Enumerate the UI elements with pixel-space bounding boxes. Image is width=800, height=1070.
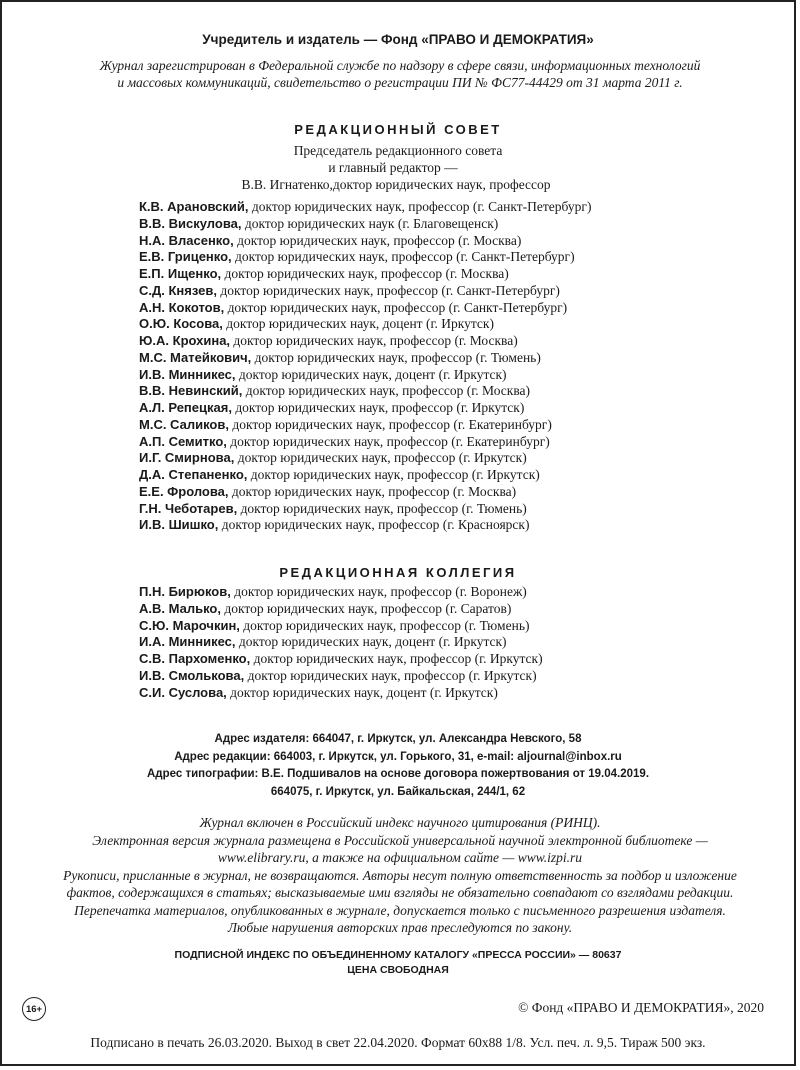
member-name: Е.П. Ищенко, (139, 266, 222, 281)
council-member (139, 216, 591, 233)
note-line: www.elibrary.ru, а также на официальном сайте — www.izpi.ru (217, 850, 583, 865)
member-description: доктор юридических наук, профессор (г. Санкт-Петербург) (220, 282, 560, 298)
member-description: доктор юридических наук, профессор (г. Иркутск) (250, 467, 540, 482)
member-description: доктор юридических наук, профессор (г. Красноярск) (221, 517, 530, 533)
council-member (139, 417, 591, 434)
member-description: доктор юридических наук, профессор (г. Москва) (237, 232, 522, 248)
board-member (139, 618, 543, 635)
member-name: И.В. Шишко, (139, 517, 219, 533)
council-member (139, 467, 591, 484)
editorial-council-title: РЕДАКЦИОННЫЙ СОВЕТ (294, 122, 502, 137)
board-members-list (139, 584, 543, 701)
council-member (139, 300, 591, 317)
member-name: С.Д. Князев, (139, 282, 217, 298)
founder-line: Учредитель и издатель — Фонд «ПРАВО И ДЕМОКРАТИЯ» (202, 32, 594, 47)
chairman-line: Председатель редакционного совета (293, 143, 503, 158)
board-member (139, 668, 543, 685)
editorial-address: Адрес редакции: 664003, г. Иркутск, ул. Горького, 31, e-mail: aljournal@inbox.ru (174, 750, 622, 763)
member-description: доктор юридических наук, профессор (г. Воронеж) (234, 584, 527, 599)
council-member (139, 450, 591, 467)
member-description: доктор юридических наук, доцент (г. Иркутск) (238, 634, 507, 650)
member-description: доктор юридических наук, профессор (г. Екатеринбург) (232, 416, 552, 432)
member-name: М.С. Матейкович, (139, 349, 252, 365)
council-member (139, 333, 591, 350)
member-name: О.Ю. Косова, (139, 316, 223, 332)
member-name: Ю.А. Крохина, (139, 333, 231, 348)
note-line: Перепечатка материалов, опубликованных в журнале, допускается только с письменного разрешения издателя. (74, 902, 726, 918)
age-rating-icon: 16+ (22, 997, 46, 1021)
legal-notes (22, 814, 778, 937)
member-description: доктор юридических наук, профессор (г. Тюмень) (240, 500, 527, 516)
subscription-index: ПОДПИСНОЙ ИНДЕКС ПО ОБЪЕДИНЕННОМУ КАТАЛОГУ «ПРЕССА РОССИИ» — 80637 (174, 949, 622, 961)
registration-line: Журнал зарегистрирован в Федеральной службе по надзору в сфере связи, информационных технологий (99, 58, 701, 73)
council-member (139, 501, 591, 518)
note-line: Журнал включен в Российский индекс научного цитирования (РИНЦ). (199, 815, 601, 830)
council-member (139, 383, 591, 400)
member-name: Е.В. Гриценко, (139, 249, 232, 265)
member-description: доктор юридических наук, профессор (г. Санкт-Петербург) (235, 249, 575, 265)
member-description: доктор юридических наук, профессор (г. Саратов) (224, 600, 512, 616)
member-name: А.П. Семитко, (139, 433, 227, 449)
board-member (139, 651, 543, 668)
council-member (139, 517, 591, 534)
council-member (139, 266, 591, 283)
member-name: А.В. Малько, (139, 600, 221, 616)
member-name: А.Л. Репецкая, (139, 400, 232, 415)
member-description: доктор юридических наук, профессор (г. Санкт-Петербург) (227, 299, 568, 315)
board-member (139, 584, 543, 601)
council-member (139, 316, 591, 333)
member-description: доктор юридических наук, профессор (г. Екатеринбург) (230, 433, 550, 449)
member-name: В.В. Невинский, (139, 383, 243, 399)
note-line: Электронная версия журнала размещена в Российской универсальной научной электронной библиотеке — (92, 832, 708, 848)
member-description: доктор юридических наук, профессор (г. Иркутск) (247, 667, 537, 683)
note-line: фактов, содержащихся в статьях; высказываемые ими взгляды не обязательно совпадают со взглядами редакции. (66, 885, 734, 900)
member-description: доктор юридических наук, профессор (г. Иркутск) (235, 400, 525, 415)
subscription-info (2, 948, 794, 978)
council-member (139, 367, 591, 384)
member-description: доктор юридических наук, профессор (г. Иркутск) (253, 651, 543, 666)
member-description: доктор юридических наук, профессор (г. Москва) (224, 266, 509, 281)
member-name: С.Ю. Марочкин, (139, 617, 240, 633)
editorial-board-title: РЕДАКЦИОННАЯ КОЛЛЕГИЯ (279, 565, 517, 580)
member-description: доктор юридических наук, профессор (г. Санкт-Петербург) (251, 199, 592, 214)
member-name: М.С. Саликов, (139, 416, 229, 432)
member-description: доктор юридических наук, профессор (г. Москва) (231, 483, 517, 499)
member-description: доктор юридических наук, профессор (г. Москва) (245, 383, 531, 399)
member-description: доктор юридических наук, профессор (г. Иркутск) (237, 450, 527, 466)
member-name: Е.Е. Фролова, (139, 483, 229, 499)
member-name: И.В. Смолькова, (139, 667, 245, 683)
price-note: ЦЕНА СВОБОДНАЯ (347, 964, 449, 976)
council-member (139, 434, 591, 451)
addresses-block (2, 731, 794, 801)
member-description: доктор юридических наук, доцент (г. Иркутск) (226, 316, 494, 332)
member-description: доктор юридических наук (г. Благовещенск) (244, 215, 499, 231)
copyright: © Фонд «ПРАВО И ДЕМОКРАТИЯ», 2020 (518, 1000, 764, 1015)
council-member (139, 350, 591, 367)
printing-address: Адрес типографии: В.Е. Подшивалов на основе договора пожертвования от 19.04.2019. (146, 768, 650, 780)
council-member (139, 249, 591, 266)
member-name: И.А. Минникес, (139, 634, 236, 650)
print-imprint: Подписано в печать 26.03.2020. Выход в свет 22.04.2020. Формат 60x88 1/8. Усл. печ. л. 9,5. Тираж 500 экз. (90, 1035, 706, 1050)
council-member (139, 400, 591, 417)
council-member (139, 233, 591, 250)
member-name: С.В. Пархоменко, (139, 651, 251, 666)
member-name: С.И. Суслова, (139, 684, 227, 700)
member-description: доктор юридических наук, доцент (г. Иркутск) (238, 366, 507, 382)
member-name: Н.А. Власенко, (139, 232, 234, 248)
council-members-list (139, 199, 591, 534)
board-member (139, 634, 543, 651)
note-line: Любые нарушения авторских прав преследуются по закону. (227, 920, 573, 935)
board-member (139, 601, 543, 618)
member-name: В.В. Вискулова, (139, 215, 242, 231)
publisher-address: Адрес издателя: 664047, г. Иркутск, ул. Александра Невского, 58 (214, 733, 582, 745)
council-chairman (2, 142, 794, 193)
member-name: А.Н. Кокотов, (139, 299, 225, 315)
board-member (139, 685, 543, 702)
chairman-line: В.В. Игнатенко,доктор юридических наук, профессор (241, 177, 551, 192)
member-description: доктор юридических наук, профессор (г. Тюмень) (254, 349, 541, 365)
member-description: доктор юридических наук, профессор (г. Москва) (233, 333, 518, 348)
member-name: Г.Н. Чеботарев, (139, 500, 238, 516)
council-member (139, 484, 591, 501)
member-name: Д.А. Степаненко, (139, 467, 248, 482)
chairman-line: и главный редактор — (328, 160, 458, 175)
note-line: Рукописи, присланные в журнал, не возвращаются. Авторы несут полную ответственность за подбор и изложение (63, 867, 737, 883)
registration-line: и массовых коммуникаций, свидетельство о регистрации ПИ № ФС77-44429 от 31 марта 2011 г. (117, 75, 683, 90)
council-member (139, 283, 591, 300)
member-name: П.Н. Бирюков, (139, 584, 231, 599)
member-name: И.Г. Смирнова, (139, 450, 235, 466)
printing-address-line2: 664075, г. Иркутск, ул. Байкальская, 244/1, 62 (270, 785, 526, 798)
registration-notice (42, 57, 758, 91)
member-name: К.В. Арановский, (139, 199, 249, 214)
member-description: доктор юридических наук, профессор (г. Тюмень) (243, 617, 530, 633)
member-description: доктор юридических наук, доцент (г. Иркутск) (230, 684, 498, 700)
council-member (139, 199, 591, 216)
member-name: И.В. Минникес, (139, 366, 236, 382)
